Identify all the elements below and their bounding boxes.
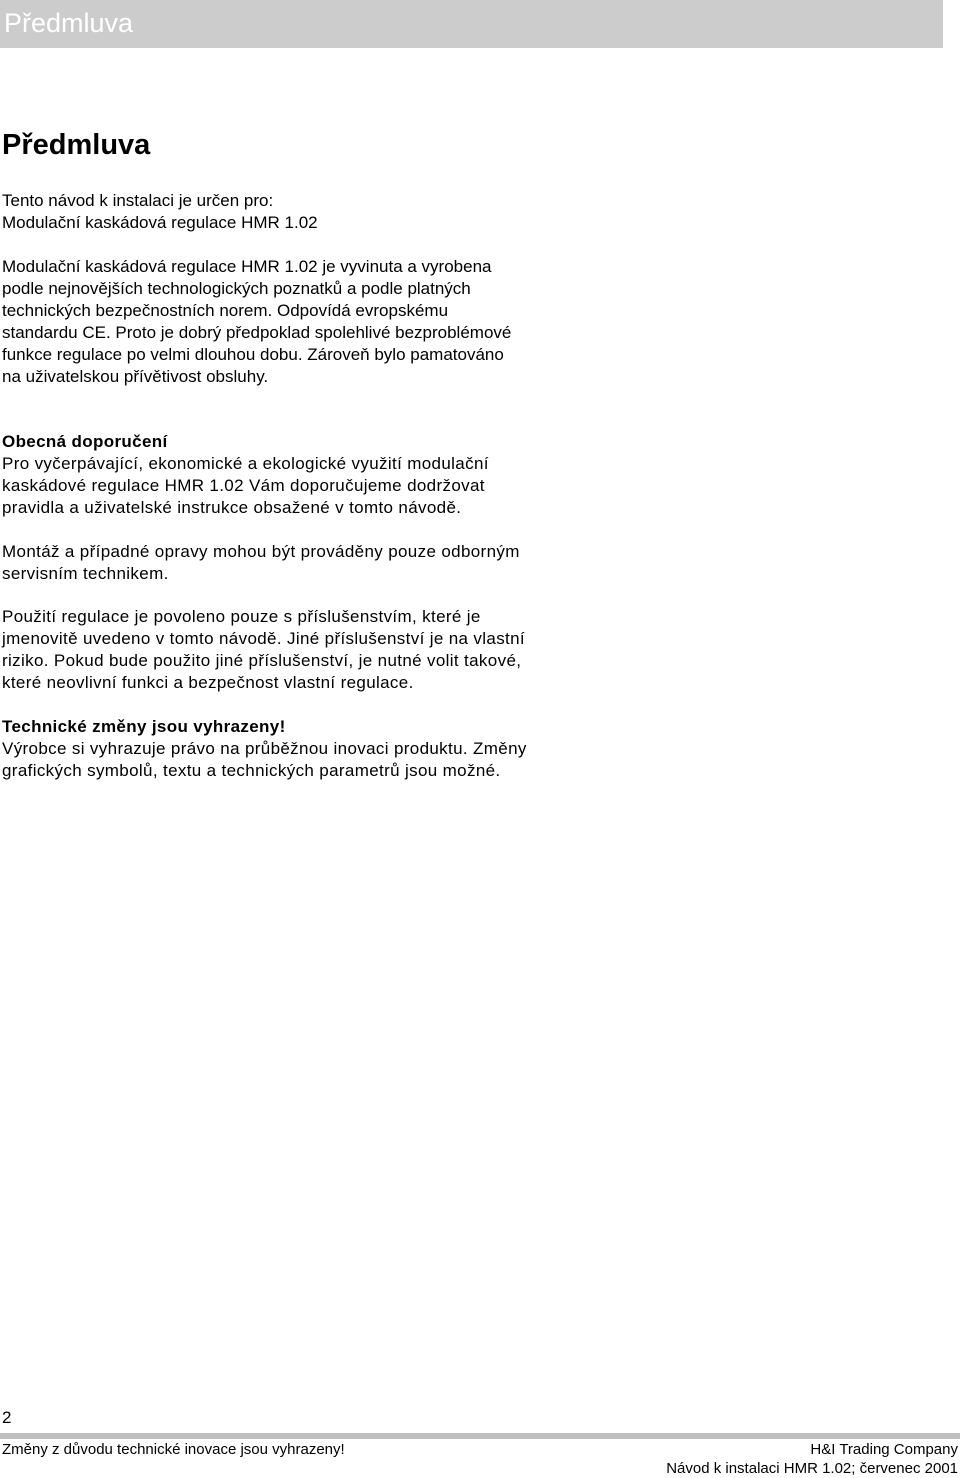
- footer-manual-info: Návod k instalaci HMR 1.02; červenec 2001: [666, 1460, 958, 1477]
- accessories-line: riziko. Pokud bude použito jiné příslušenství, je nutné volit takové,: [2, 651, 522, 670]
- footer-notice: Změny z důvodu technické inovace jsou vyhrazeny!: [2, 1441, 345, 1458]
- technical-changes-heading: Technické změny jsou vyhrazeny!: [2, 717, 286, 736]
- intro-line: Modulační kaskádová regulace HMR 1.02: [2, 213, 318, 232]
- header-title: Předmluva: [4, 8, 134, 38]
- technical-changes-line: grafických symbolů, textu a technických parametrů jsou možné.: [2, 761, 501, 780]
- description-line: standardu CE. Proto je dobrý předpoklad spolehlivé bezproblémové: [2, 323, 512, 342]
- intro-line: Tento návod k instalaci je určen pro:: [2, 191, 274, 210]
- header-bar: [0, 0, 943, 48]
- footer-rule: [0, 1433, 960, 1439]
- recommendations-heading: Obecná doporučení: [2, 432, 168, 451]
- footer-company: H&I Trading Company: [810, 1441, 958, 1458]
- accessories-paragraph: [2, 606, 582, 694]
- intro-paragraph: [2, 190, 582, 234]
- recommendations-line: kaskádové regulace HMR 1.02 Vám doporučujeme dodržovat: [2, 476, 485, 495]
- description-line: funkce regulace po velmi dlouhou dobu. Zároveň bylo pamatováno: [2, 345, 504, 364]
- description-paragraph: [2, 256, 582, 388]
- installation-paragraph: [2, 541, 582, 585]
- accessories-line: které neovlivní funkci a bezpečnost vlastní regulace.: [2, 673, 414, 692]
- recommendations-section: [2, 431, 582, 519]
- technical-changes-section: [2, 716, 582, 782]
- technical-changes-line: Výrobce si vyhrazuje právo na průběžnou inovaci produktu. Změny: [2, 739, 527, 758]
- recommendations-line: pravidla a uživatelské instrukce obsažené v tomto návodě.: [2, 498, 462, 517]
- installation-line: servisním technikem.: [2, 564, 169, 583]
- description-line: Modulační kaskádová regulace HMR 1.02 je vyvinuta a vyrobena: [2, 257, 492, 276]
- installation-line: Montáž a případné opravy mohou být prováděny pouze odborným: [2, 542, 520, 561]
- recommendations-line: Pro vyčerpávající, ekonomické a ekologické využití modulační: [2, 454, 489, 473]
- description-line: technických bezpečnostních norem. Odpovídá evropskému: [2, 301, 449, 320]
- page-number: 2: [2, 1408, 12, 1427]
- accessories-line: Použití regulace je povoleno pouze s příslušenstvím, které je: [2, 607, 481, 626]
- description-line: na uživatelskou přívětivost obsluhy.: [2, 367, 269, 386]
- page-title: Předmluva: [2, 129, 151, 161]
- accessories-line: jmenovitě uvedeno v tomto návodě. Jiné příslušenství je na vlastní: [2, 629, 525, 648]
- description-line: podle nejnovějších technologických poznatků a podle platných: [2, 279, 471, 298]
